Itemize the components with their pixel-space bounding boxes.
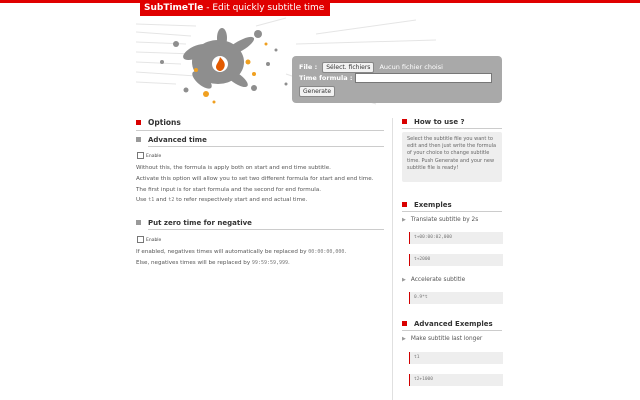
formula-label: Time formula : (299, 74, 353, 82)
text-span: and (154, 197, 169, 204)
code-t2: t2 (168, 197, 175, 204)
file-select-button[interactable]: Sélect. fichiers (322, 62, 374, 73)
time-formula-input[interactable] (355, 73, 492, 83)
advanced-time-text-1: Without this, the formula is apply both on start and end time subtitle. (136, 165, 331, 171)
zero-time-title: Put zero time for negative (148, 219, 252, 227)
advanced-examples-heading (402, 320, 493, 328)
generate-button[interactable]: Generate (299, 86, 335, 97)
example-item-longer (402, 336, 482, 342)
text-span: . (288, 259, 290, 266)
example-code: t+00:00:02,000 (409, 232, 503, 244)
zero-time-text-1 (136, 247, 384, 258)
code-zero: 00:00:00,000 (308, 249, 345, 255)
grey-bullet-icon (136, 220, 141, 225)
zero-time-text-2 (136, 258, 384, 269)
example-code: t+2000 (409, 254, 503, 266)
arrow-icon: ▶ (402, 277, 406, 283)
text-span: to refer respectively start and end actual time. (174, 197, 308, 204)
divider (402, 330, 502, 331)
example-item-translate (402, 217, 478, 223)
enable-label: Enable (146, 238, 162, 243)
grey-bullet-icon (136, 137, 141, 142)
divider (148, 146, 384, 147)
advanced-time-heading (136, 136, 207, 144)
divider (402, 211, 502, 212)
advanced-time-title: Advanced time (148, 136, 207, 144)
formula-row (299, 74, 352, 82)
column-separator (392, 118, 393, 400)
example-code: t1 (409, 352, 503, 364)
howto-heading (402, 118, 465, 126)
example-code: 0.9*t (409, 292, 503, 304)
examples-title: Exemples (414, 201, 452, 209)
example-label: Make subtitle last longer (410, 336, 483, 342)
advanced-time-text-3 (136, 195, 384, 206)
code-max: 99:59:59,999 (251, 259, 289, 266)
divider (148, 229, 384, 230)
advanced-time-text-2: Activate this option will allow you to set two different formula for start and end time. The first input is for start formula and the second for end formula. (136, 175, 374, 193)
options-title: Options (148, 118, 181, 127)
app-title-name: SubTimeTle (144, 3, 204, 13)
code-t1: t1 (148, 197, 155, 204)
divider (402, 128, 502, 129)
options-heading (136, 118, 181, 127)
text-span: Else, negatives times will be replaced by (136, 259, 252, 266)
zero-time-description (136, 247, 384, 269)
file-label: File : (299, 63, 318, 71)
zero-time-heading (136, 219, 252, 227)
app-title-tagline: - Edit quickly subtitle time (203, 3, 325, 13)
file-status-text: Aucun fichier choisi (379, 63, 443, 71)
examples-heading (402, 201, 452, 209)
advanced-examples-title: Advanced Exemples (414, 320, 493, 328)
upload-form (292, 56, 502, 103)
text-span: If enabled, negatives times will automatically be replaced by (136, 249, 309, 255)
advanced-time-checkbox[interactable] (137, 152, 144, 159)
flame-icon (212, 56, 228, 72)
enable-label: Enable (146, 154, 162, 159)
zero-time-checkbox[interactable] (137, 236, 144, 243)
text-span: Use (136, 197, 149, 204)
advanced-time-enable[interactable] (137, 152, 161, 159)
howto-title: How to use ? (414, 118, 465, 126)
arrow-icon: ▶ (402, 217, 406, 223)
red-bullet-icon (402, 119, 407, 124)
example-label: Translate subtitle by 2s (410, 217, 479, 223)
red-bullet-icon (402, 202, 407, 207)
advanced-time-description (136, 163, 384, 206)
arrow-icon: ▶ (402, 336, 406, 342)
red-bullet-icon (136, 120, 141, 125)
example-code: t2+1000 (409, 374, 503, 386)
text-span: . (344, 249, 347, 255)
file-row (299, 62, 443, 73)
example-label: Accelerate subtitle (410, 277, 466, 283)
zero-time-enable[interactable] (137, 236, 161, 243)
divider (136, 130, 384, 131)
example-item-accelerate (402, 277, 465, 283)
howto-box: Select the subtitle file you want to edit and then just write the formula of your choice to change subtitle time. Push Generate and your new subtitle file is ready! (402, 132, 502, 182)
red-bullet-icon (402, 321, 407, 326)
